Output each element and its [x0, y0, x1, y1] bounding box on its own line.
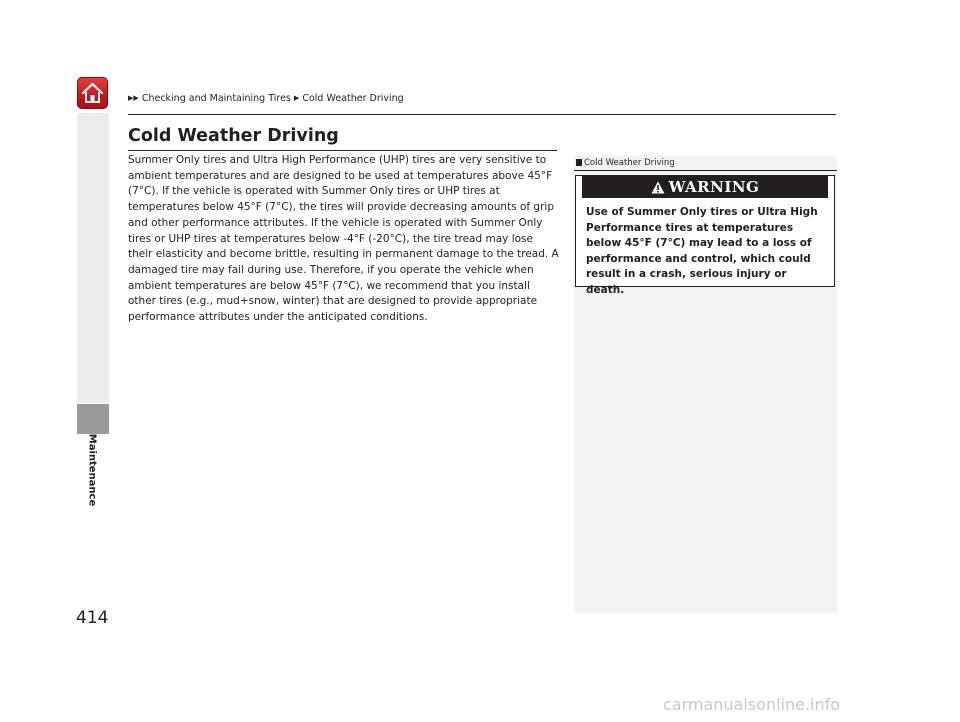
body-paragraph: Summer Only tires and Ultra High Performance (UHP) tires are very sensitive to ambient temperatures and are designed to be used at temperatures above 45°F (7°C). If the vehicle is operated with Summer Only tires or UHP tires at temperatures below 45°F (7°C), the tires will provide decreasing amounts of grip and other performance attributes. If the vehicle is operated with Summer Only tires or UHP tires at temperatures below -4°F (-20°C), the tire tread may lose their elasticity and become brittle, resulting in permanent damage to the tread. A damaged tire may fail during use. Therefore, if you operate the vehicle when ambient temperatures are below 45°F (7°C), we recommend that you install other tires (e.g., mud+snow, winter) that are designed to provide appropriate performance attributes under the anticipated conditions.	[128, 154, 559, 324]
warning-triangle-icon	[651, 181, 665, 194]
side-tab-label: Maintenance	[86, 433, 98, 507]
triangle-right-icon: ▶	[293, 94, 300, 102]
warning-label: WARNING	[668, 178, 760, 196]
warning-banner	[582, 176, 828, 198]
sidebar-header-label: Cold Weather Driving	[584, 158, 675, 168]
warning-box	[575, 175, 835, 296]
home-icon	[81, 81, 104, 105]
watermark: carmanualsonline.info	[663, 695, 841, 714]
header-divider	[128, 114, 836, 115]
side-tab-maintenance[interactable]	[77, 404, 109, 434]
sidebar-divider	[574, 170, 837, 171]
breadcrumb	[128, 93, 404, 104]
warning-text: Use of Summer Only tires or Ultra High Performance tires at temperatures below 45°F (7°C) may lead to a loss of performance and control, which could result in a crash, serious injury or death.	[586, 206, 818, 296]
breadcrumb-item-cold-weather[interactable]: Cold Weather Driving	[302, 93, 404, 104]
reference-marker-icon	[576, 159, 582, 166]
home-button[interactable]	[77, 77, 108, 109]
sidebar-header	[576, 158, 675, 168]
triangle-right-icon: ▶▶	[128, 94, 139, 102]
side-tab-track	[77, 113, 109, 403]
page-title: Cold Weather Driving	[128, 126, 339, 146]
page-number: 414	[76, 608, 109, 628]
sidebar-notes	[574, 156, 837, 613]
title-divider	[128, 150, 557, 151]
breadcrumb-item-checking-tires[interactable]: Checking and Maintaining Tires	[141, 93, 291, 104]
